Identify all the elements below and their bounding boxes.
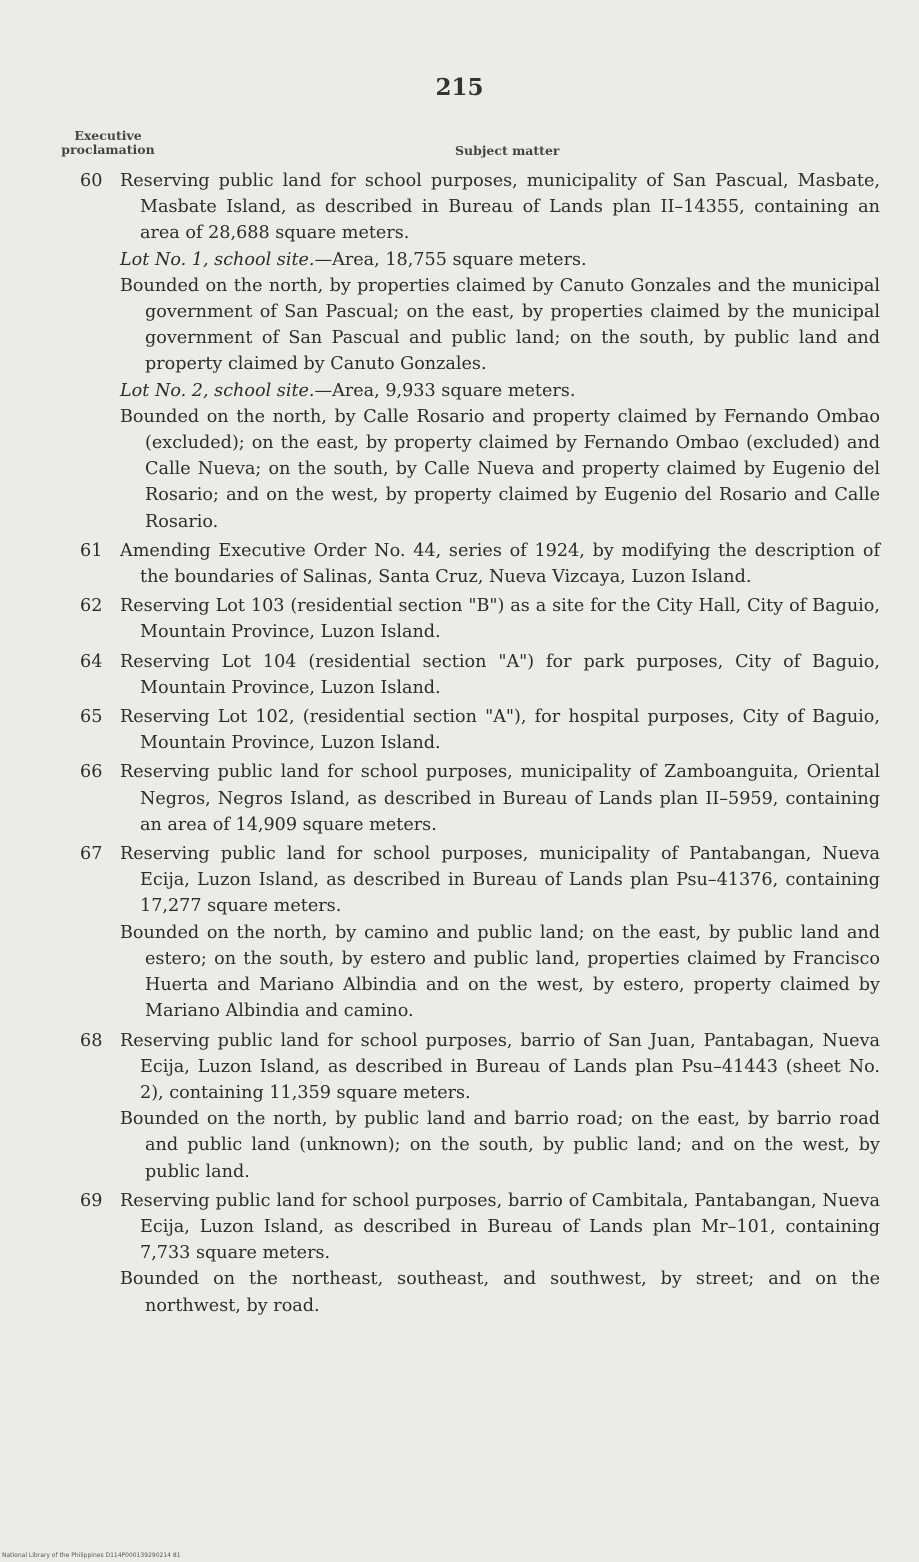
entry-text: Reserving Lot 104 (residential section "A") for park purposes, City of Baguio, Mountain Province, Luzon Island. <box>120 651 880 698</box>
lot-description <box>80 378 880 404</box>
proclamation-entry <box>80 593 880 645</box>
sub-text <box>120 1266 880 1318</box>
proclamation-entry <box>80 168 880 535</box>
sub-body: Bounded on the north, by properties claimed by Canuto Gonzales and the municipal government of San Pascual; on the east, by properties claimed by the municipal government of San Pascual and public land; on the south, by public land and property claimed by Canuto Gonzales. <box>120 275 880 375</box>
proclamation-number: 65 <box>80 707 103 728</box>
sub-body: Bounded on the north, by camino and public land; on the east, by public land and estero; on the south, by estero and public land, properties claimed by Francisco Huerta and Mariano Albindia and on the west, by estero, property claimed by Mariano Albindia and camino. <box>120 922 880 1022</box>
entry-subject <box>80 704 880 756</box>
entry-subject <box>80 649 880 701</box>
entry-subject <box>80 1028 880 1107</box>
proclamation-entry <box>80 538 880 590</box>
entry-text: Reserving public land for school purposes, municipality of San Pascual, Masbate, Masbate Island, as described in Bureau of Lands plan II–14355, containing an area of 28,688 square meters. <box>120 171 880 244</box>
document-body <box>80 168 880 1322</box>
proclamation-number: 64 <box>80 651 103 672</box>
column-header-executive-proclamation <box>52 129 164 157</box>
proclamation-entry <box>80 759 880 838</box>
column-header-line: Executive <box>74 128 142 143</box>
sub-text <box>120 1106 880 1185</box>
proclamation-entry <box>80 1028 880 1185</box>
lot-label: Lot No. 2, school site. <box>120 380 315 401</box>
proclamation-number: 66 <box>80 762 103 783</box>
entry-subject <box>80 538 880 590</box>
sub-body: —Area, 18,755 square meters. <box>314 249 587 270</box>
entry-text: Reserving public land for school purposes, barrio of Cambitala, Pantabangan, Nueva Ecija, Luzon Island, as described in Bureau of Lands plan Mr–101, containing 7,733 square meters. <box>120 1190 880 1264</box>
entry-text: Reserving public land for school purposes, barrio of San Juan, Pantabagan, Nueva Ecija, Luzon Island, as described in Bureau of Lands plan Psu–41443 (sheet No. 2), containing 11,359 square meters. <box>120 1030 880 1103</box>
sub-body: Bounded on the north, by public land and barrio road; on the east, by barrio road and public land (unknown); on the south, by public land; and on the west, by public land. <box>120 1109 880 1182</box>
column-header-line: proclamation <box>61 142 155 157</box>
entry-text: Amending Executive Order No. 44, series of 1924, by modifying the description of the boundaries of Salinas, Santa Cruz, Nueva Vizcaya, Luzon Island. <box>120 540 880 588</box>
boundary-description <box>80 920 880 1025</box>
entry-text: Reserving public land for school purposes, municipality of Pantabangan, Nueva Ecija, Luzon Island, as described in Bureau of Lands plan Psu–41376, containing 17,277 square meters. <box>120 844 880 917</box>
proclamation-number: 69 <box>80 1190 103 1211</box>
entry-subject <box>80 1188 880 1267</box>
sub-text <box>120 404 880 535</box>
entry-text: Reserving Lot 103 (residential section "B") as a site for the City Hall, City of Baguio, Mountain Province, Luzon Island. <box>120 596 880 643</box>
proclamation-number: 67 <box>80 844 103 865</box>
sub-text <box>120 378 880 404</box>
sub-body: —Area, 9,933 square meters. <box>314 380 576 401</box>
boundary-description <box>80 273 880 378</box>
proclamation-number: 68 <box>80 1030 103 1051</box>
column-header-subject-matter: Subject matter <box>455 143 560 158</box>
proclamation-entry <box>80 841 880 1024</box>
lot-description <box>80 247 880 273</box>
entry-text: Reserving Lot 102, (residential section "A"), for hospital purposes, City of Baguio, Mountain Province, Luzon Island. <box>120 707 880 754</box>
proclamation-number: 60 <box>80 171 103 191</box>
proclamation-entry <box>80 649 880 701</box>
proclamation-entry <box>80 704 880 756</box>
proclamation-number: 62 <box>80 596 103 617</box>
sub-text <box>120 247 880 273</box>
footer-archive-label: National Library of the Philippines D114P000139290214 81 <box>2 1552 181 1559</box>
entry-subject <box>80 759 880 838</box>
entry-text: Reserving public land for school purposes, municipality of Zamboanguita, Oriental Negros, Negros Island, as described in Bureau of Lands plan II–5959, containing an area of 14,909 square meters. <box>120 762 880 835</box>
entry-subject <box>80 168 880 247</box>
sub-text <box>120 273 880 378</box>
boundary-description <box>80 1106 880 1185</box>
sub-body: Bounded on the northeast, southeast, and southwest, by street; and on the northwest, by road. <box>120 1269 880 1316</box>
boundary-description <box>80 1266 880 1318</box>
proclamation-entry <box>80 1188 880 1319</box>
sub-text <box>120 920 880 1025</box>
sub-body: Bounded on the north, by Calle Rosario and property claimed by Fernando Ombao (excluded); on the east, by property claimed by Fernando Ombao (excluded) and Calle Nueva; on the south, by Calle Nueva and property claimed by Eugenio del Rosario; and on the west, by property claimed by Eugenio del Rosario and Calle Rosario. <box>120 406 880 532</box>
proclamation-number: 61 <box>80 540 103 561</box>
page-number: 215 <box>435 74 484 101</box>
entry-subject <box>80 593 880 645</box>
lot-label: Lot No. 1, school site. <box>120 249 315 270</box>
entry-subject <box>80 841 880 920</box>
boundary-description <box>80 404 880 535</box>
